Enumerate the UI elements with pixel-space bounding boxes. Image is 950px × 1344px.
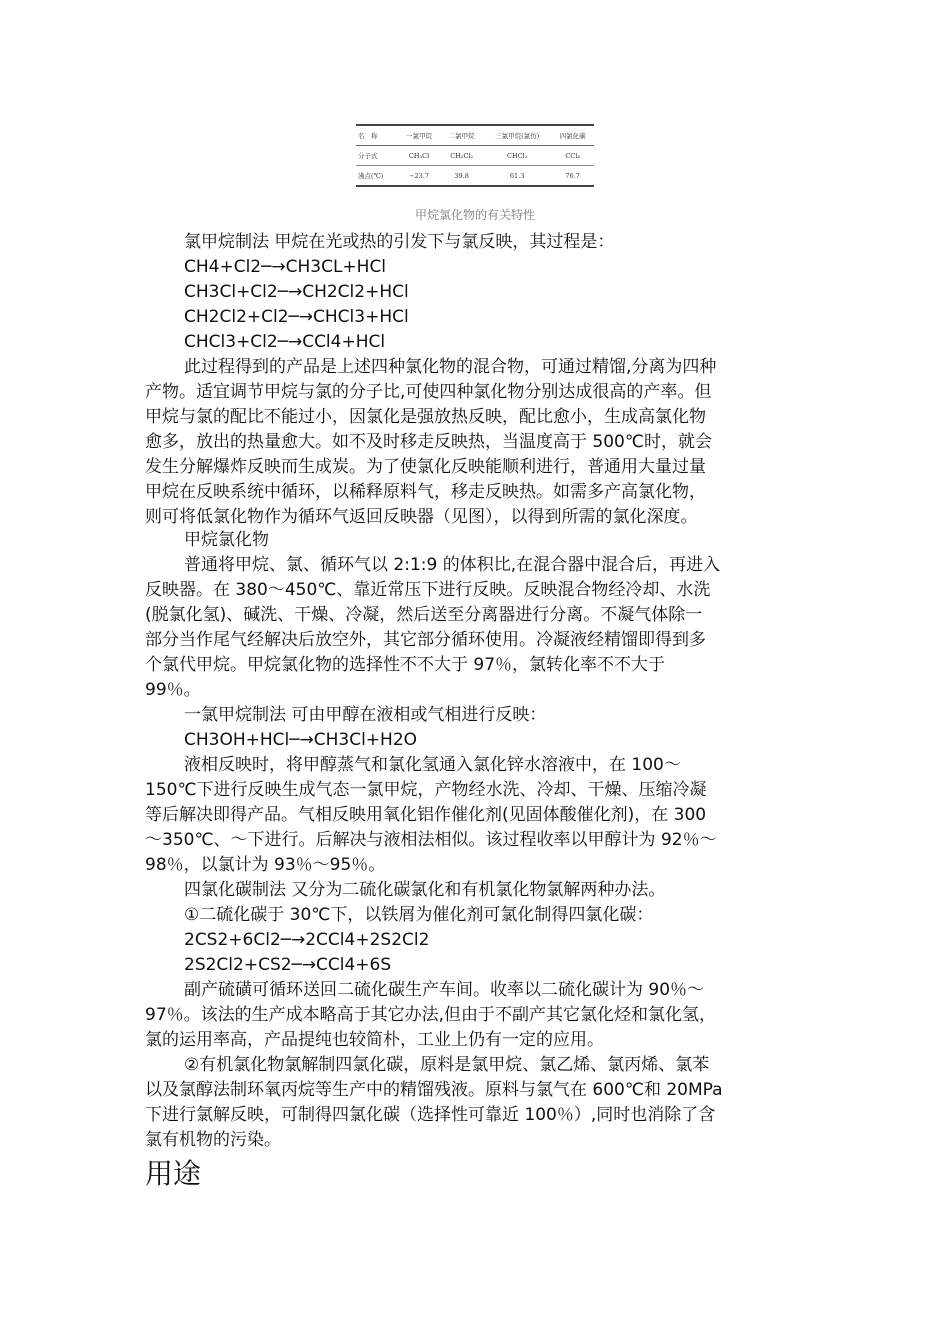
table-cell: CHCl₃ xyxy=(483,146,551,166)
text-line: 部分当作尾气经解决后放空外，其它部分循环使用。冷凝液经精馏即得到多 xyxy=(145,630,706,650)
text-line: 个氯代甲烷。甲烷氯化物的选择性不不大于 97％，氯转化率不不大于 xyxy=(145,655,666,675)
text-line: 等后解决即得产品。气相反映用氧化铝作催化剂(见固体酸催化剂)，在 300 xyxy=(145,805,707,825)
table-cell: 76.7 xyxy=(551,166,594,187)
table-cell: 61.3 xyxy=(483,166,551,187)
table-cell: CH₂Cl₂ xyxy=(440,146,483,166)
text-line: 四氯化碳制法 又分为二硫化碳氯化和有机氯化物氯解两种办法。 xyxy=(184,880,666,900)
text-line: ～350℃、～下进行。后解决与液相法相似。该过程收率以甲醇计为 92％～ xyxy=(145,830,717,850)
table-cell: 沸点(℃) xyxy=(356,166,398,187)
properties-table xyxy=(356,124,594,187)
text-line: 反映器。在 380～450℃、靠近常压下进行反映。反映混合物经冷却、水洗 xyxy=(145,580,711,600)
equation-line: CH2Cl2+Cl2─→CHCl3+HCl xyxy=(184,307,409,327)
text-line: 一氯甲烷制法 可由甲醇在液相或气相进行反映： xyxy=(184,705,547,725)
table-row xyxy=(356,146,594,166)
equation-line: 2S2Cl2+CS2─→CCl4+6S xyxy=(184,955,392,975)
equation-line: CH3OH+HCl─→CH3Cl+H2O xyxy=(184,730,418,750)
text-line: 97％。该法的生产成本略高于其它办法,但由于不副产其它氯化烃和氯化氢， xyxy=(145,1005,717,1025)
table-cell: 分子式 xyxy=(356,146,398,166)
table-cell: 一氯甲烷 xyxy=(398,125,441,146)
text-line: 愈多，放出的热量愈大。如不及时移走反映热，当温度高于 500℃时，就会 xyxy=(145,432,712,452)
table-cell: CH₃Cl xyxy=(398,146,441,166)
equation-line: CH3Cl+Cl2─→CH2Cl2+HCl xyxy=(184,282,409,302)
table-cell: −23.7 xyxy=(398,166,441,187)
text-line: 98％，以氯计为 93％～95％。 xyxy=(145,855,386,875)
text-line: ②有机氯化物氯解制四氯化碳，原料是氯甲烷、氯乙烯、氯丙烯、氯苯 xyxy=(184,1055,710,1075)
text-line: 产物。适宜调节甲烷与氯的分子比,可使四种氯化物分别达成很高的产率。但 xyxy=(145,382,712,402)
section-label: 甲烷氯化物 xyxy=(184,530,269,550)
table-caption: 甲烷氯化物的有关特性 xyxy=(414,208,535,222)
text-line: 下进行氯解反映，可制得四氯化碳（选择性可靠近 100％）,同时也消除了含 xyxy=(145,1105,716,1125)
table-cell: 二氯甲烷 xyxy=(440,125,483,146)
text-line: 氯的运用率高，产品提纯也较简朴，工业上仍有一定的应用。 xyxy=(145,1030,604,1050)
equation-line: CH4+Cl2─→CH3CL+HCl xyxy=(184,257,387,277)
text-line: 副产硫磺可循环送回二硫化碳生产车间。收率以二硫化碳计为 90％～ xyxy=(184,980,705,1000)
equation-line: 2CS2+6Cl2─→2CCl4+2S2Cl2 xyxy=(184,930,430,950)
text-line: (脱氯化氢)、碱洗、干燥、冷凝，然后送至分离器进行分离。不凝气体除一 xyxy=(145,605,703,625)
text-line: 则可将低氯化物作为循环气返回反映器（见图），以得到所需的氯化深度。 xyxy=(145,507,698,527)
text-line: 甲烷在反映系统中循环，以稀释原料气，移走反映热。如需多产高氯化物， xyxy=(145,482,706,502)
text-line: 99％。 xyxy=(145,680,201,700)
table-cell: 39.8 xyxy=(440,166,483,187)
text-line: 氯甲烷制法 甲烷在光或热的引发下与氯反映，其过程是： xyxy=(184,232,615,252)
text-line: 甲烷与氯的配比不能过小，因氯化是强放热反映，配比愈小，生成高氯化物 xyxy=(145,407,706,427)
table-cell: 四氯化碳 xyxy=(551,125,594,146)
table-row xyxy=(356,125,594,146)
text-line: 普通将甲烷、氯、循环气以 2:1:9 的体积比,在混合器中混合后，再进入 xyxy=(184,555,721,575)
table-cell: CCl₄ xyxy=(551,146,594,166)
table-cell: 三氯甲烷(氯仿) xyxy=(483,125,551,146)
table-cell: 名 称 xyxy=(356,125,398,146)
text-line: ①二硫化碳于 30℃下，以铁屑为催化剂可氯化制得四氯化碳： xyxy=(184,905,654,925)
text-line: 此过程得到的产品是上述四种氯化物的混合物，可通过精馏,分离为四种 xyxy=(184,357,717,377)
text-line: 以及氯醇法制环氧丙烷等生产中的精馏残液。原料与氯气在 600℃和 20MPa xyxy=(145,1080,723,1100)
text-line: 发生分解爆炸反映而生成炭。为了使氯化反映能顺利进行，普通用大量过量 xyxy=(145,457,706,477)
text-line: 150℃下进行反映生成气态一氯甲烷，产物经水洗、冷却、干燥、压缩冷凝 xyxy=(145,780,707,800)
table-row xyxy=(356,166,594,187)
equation-line: CHCl3+Cl2─→CCl4+HCl xyxy=(184,332,386,352)
section-heading: 用途 xyxy=(145,1157,202,1190)
text-line: 氯有机物的污染。 xyxy=(145,1130,281,1150)
text-line: 液相反映时，将甲醇蒸气和氯化氢通入氯化锌水溶液中，在 100～ xyxy=(184,755,681,775)
